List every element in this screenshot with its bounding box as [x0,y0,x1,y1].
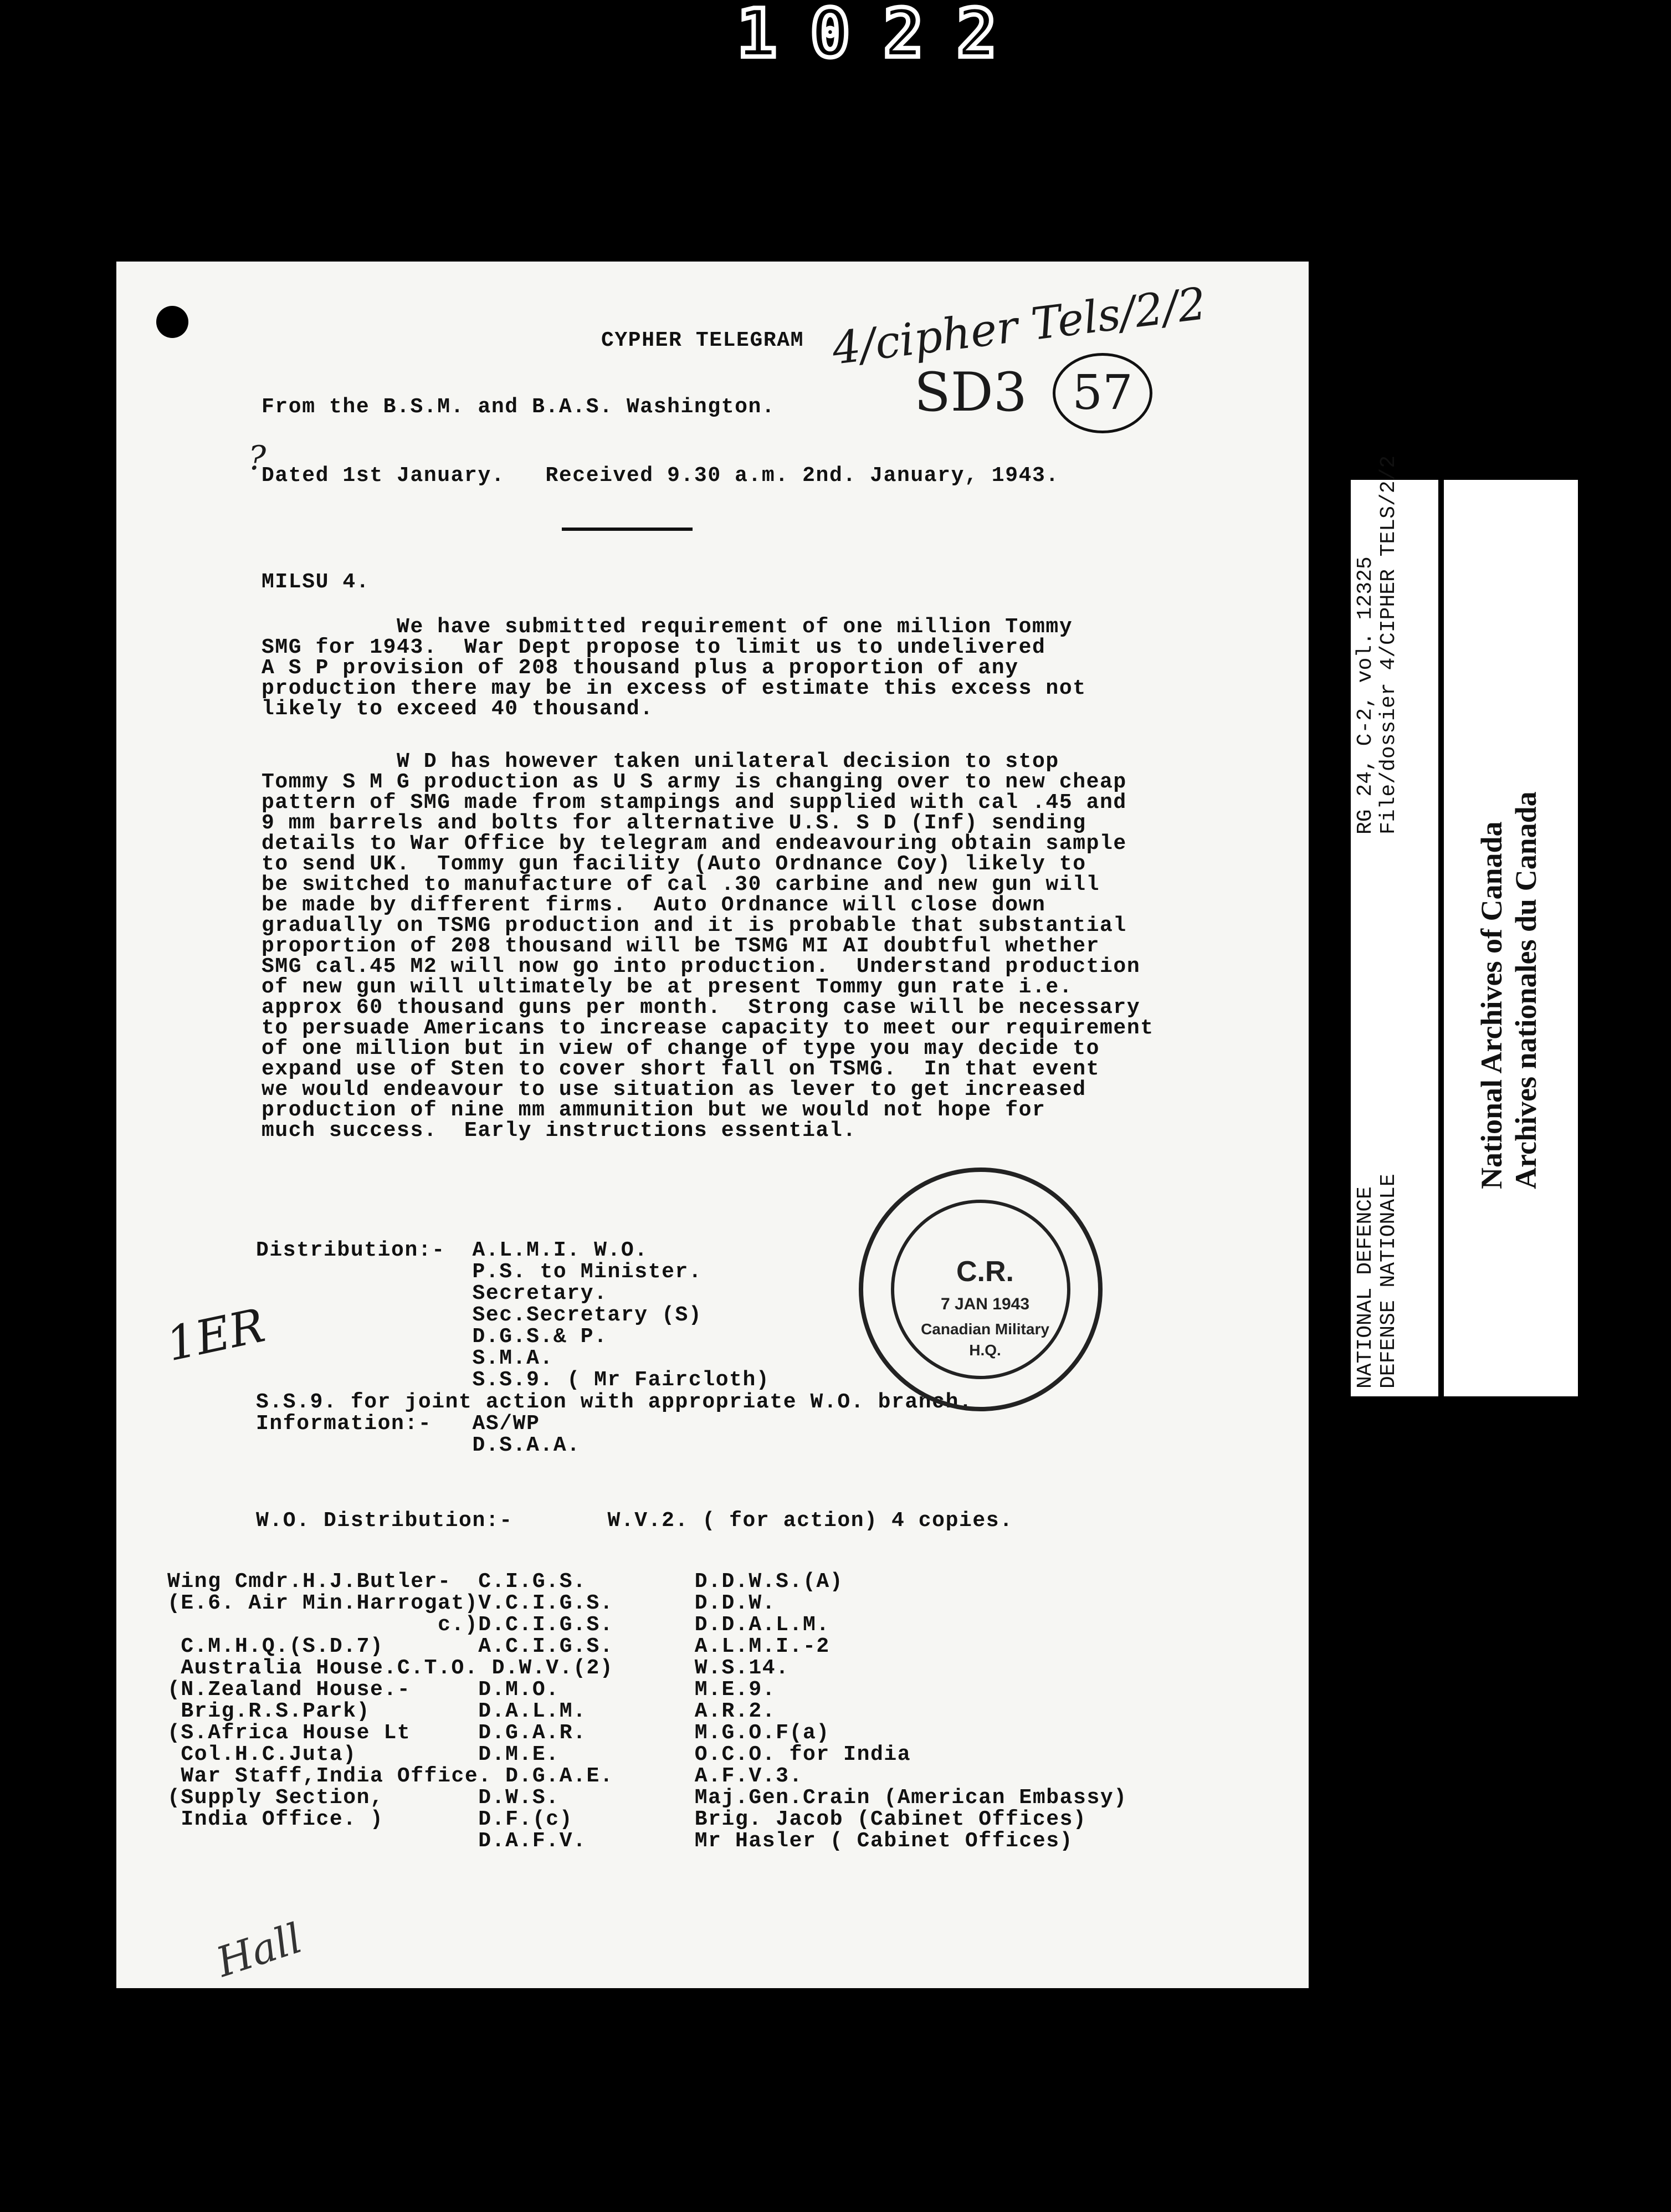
handwritten-sd-mark: SD3 [914,361,1027,423]
paragraph-line: A S P provision of 208 thousand plus a proportion of any [262,656,1019,680]
wo-list-row: Wing Cmdr.H.J.Butler- C.I.G.S. D.D.W.S.(A) [167,1570,844,1594]
dated-line: Dated 1st January. Received 9.30 a.m. 2nd. January, 1943. [262,464,1059,488]
wo-list-row: (Supply Section, D.W.S. Maj.Gen.Crain (American Embassy) [167,1786,1127,1810]
received-date-stamp [859,1168,1103,1411]
paragraph-line: SMG cal.45 M2 will now go into production. Understand production [262,955,1141,979]
from-line: From the B.S.M. and B.A.S. Washington. [262,395,776,419]
distribution-line: Distribution:- A.L.M.I. W.O. [256,1238,648,1262]
title-rule [562,528,693,531]
paragraph-line: be made by different firms. Auto Ordnance will close down [262,893,1046,917]
microfilm-frame-number: 1022 [737,0,1030,73]
paragraph-line: much success. Early instructions essential. [262,1119,857,1143]
handwritten-file-reference: 4/cipher Tels/2/2 [829,277,1209,375]
paragraph-line: We have submitted requirement of one million Tommy [262,615,1073,639]
paragraph-line: to send UK. Tommy gun facility (Auto Ordnance Coy) likely to [262,852,1086,876]
distribution-line: D.G.S.& P. [256,1325,608,1349]
paragraph-line: likely to exceed 40 thousand. [262,697,654,721]
distribution-line: D.S.A.A. [256,1433,581,1457]
distribution-line: S.S.9. for joint action with appropriate W.O. branch. [256,1390,973,1414]
label-divider [1438,480,1444,1396]
paragraph-line: we would endeavour to use situation as lever to get increased [262,1078,1086,1102]
archives-name-en: National Archives of Canada [1475,821,1508,1189]
distribution-line: P.S. to Minister. [256,1260,703,1284]
paragraph-line: SMG for 1943. War Dept propose to limit us to undelivered [262,636,1046,659]
wo-list-row: C.M.H.Q.(S.D.7) A.C.I.G.S. A.L.M.I.-2 [167,1635,830,1658]
archive-reference-line-1: RG 24, C-2, vol. 12325 [1354,556,1377,834]
wo-list-row: India Office. ) D.F.(c) Brig. Jacob (Cabinet Offices) [167,1808,1087,1831]
handwritten-initials: 1ER [161,1298,270,1372]
paragraph-line: 9 mm barrels and bolts for alternative U.S. S D (Inf) sending [262,811,1086,835]
paragraph-line: of new gun will ultimately be at present Tommy gun rate i.e. [262,975,1073,999]
paragraph-line: proportion of 208 thousand will be TSMG MI AI doubtful whether [262,934,1100,958]
document-title: CYPHER TELEGRAM [601,329,804,352]
wo-list-row: (E.6. Air Min.Harrogat)V.C.I.G.S. D.D.W. [167,1591,776,1615]
paragraph-line: Tommy S M G production as U S army is changing over to new cheap [262,770,1127,794]
paragraph-line: pattern of SMG made from stampings and supplied with cal .45 and [262,791,1127,815]
wo-list-row: War Staff,India Office. D.G.A.E. A.F.V.3. [167,1764,803,1788]
wo-distribution-line: W.O. Distribution:- W.V.2. ( for action) 4 copies. [256,1509,1013,1533]
paragraph-line: be switched to manufacture of cal .30 carbine and new gun will [262,873,1100,897]
archives-name-fr: Archives nationales du Canada [1509,791,1542,1189]
paragraph-line: details to War Office by telegram and endeavouring obtain sample [262,832,1127,856]
distribution-line: Information:- AS/WP [256,1412,540,1436]
punch-hole [156,306,188,338]
distribution-line: Secretary. [256,1282,608,1305]
wo-list-row: (N.Zealand House.- D.M.O. M.E.9. [167,1678,776,1702]
handwritten-circled-number: 57 [1053,353,1152,433]
handwritten-margin-mark: ? [248,439,266,478]
reference-number: MILSU 4. [262,570,370,594]
department-name-fr: DEFENSE NATIONALE [1377,1174,1401,1389]
wo-list-row: D.A.F.V. Mr Hasler ( Cabinet Offices) [167,1829,1074,1853]
wo-list-row: (S.Africa House Lt D.G.A.R. M.G.O.F(a) [167,1721,830,1745]
wo-list-row: Australia House.C.T.O. D.W.V.(2) W.S.14. [167,1656,790,1680]
stamp-date: 7 JAN 1943 [940,1295,1030,1313]
wo-list-row: Col.H.C.Juta) D.M.E. O.C.O. for India [167,1743,911,1766]
paragraph-line: approx 60 thousand guns per month. Strong case will be necessary [262,996,1141,1020]
distribution-line: S.M.A. [256,1346,553,1370]
stamp-line-1: Canadian Military [921,1320,1049,1338]
distribution-line: Sec.Secretary (S) [256,1303,703,1327]
paragraph-line: production of nine mm ammunition but we would not hope for [262,1098,1046,1122]
paragraph-line: to persuade Americans to increase capacity to meet our requirement [262,1016,1154,1040]
paragraph-line: of one million but in view of change of type you may decide to [262,1037,1100,1061]
handwritten-signature: Hall [211,1914,308,1986]
department-name-en: NATIONAL DEFENCE [1354,1186,1377,1389]
paragraph-line: W D has however taken unilateral decision to stop [262,750,1059,774]
archive-label [1351,455,1578,1396]
distribution-line: S.S.9. ( Mr Faircloth) [256,1368,770,1392]
telegram-page [116,262,1309,1988]
paragraph-line: expand use of Sten to cover short fall on TSMG. In that event [262,1057,1100,1081]
stamp-line-2: H.Q. [969,1341,1001,1359]
paragraph-line: gradually on TSMG production and it is probable that substantial [262,914,1127,938]
archive-reference-line-2: File/dossier 4/CIPHER TELS/2/2 [1377,455,1401,834]
paragraph-line: production there may be in excess of estimate this excess not [262,677,1086,700]
stamp-center-text: C.R. [956,1256,1014,1288]
wo-list-row: c.)D.C.I.G.S. D.D.A.L.M. [167,1613,830,1637]
wo-list-row: Brig.R.S.Park) D.A.L.M. A.R.2. [167,1699,776,1723]
